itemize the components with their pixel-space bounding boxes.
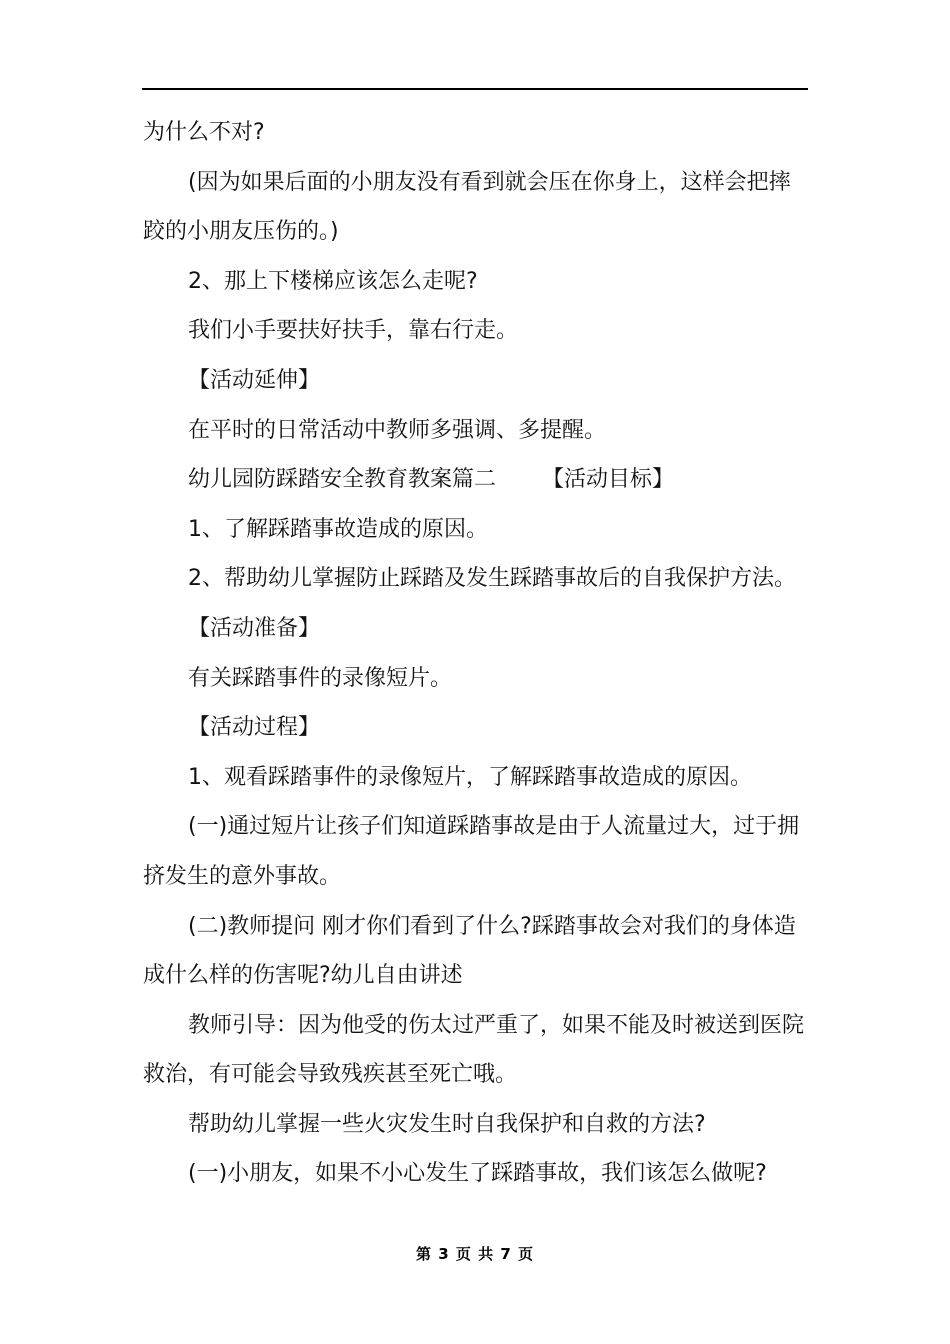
text-line-14: 1、观看踩踏事件的录像短片，了解踩踏事故造成的原因。 xyxy=(188,764,752,790)
text-line-12: 有关踩踏事件的录像短片。 xyxy=(188,665,453,691)
text-line-16: 挤发生的意外事故。 xyxy=(143,863,342,889)
text-line-3: 跤的小朋友压伤的。) xyxy=(143,219,339,245)
section-heading-goals: 【活动目标】 xyxy=(542,467,675,493)
lesson-title: 幼儿园防踩踏安全教育教案篇二 xyxy=(188,467,497,493)
text-line-9: 1、了解踩踏事故造成的原因。 xyxy=(188,516,488,542)
section-heading-extension: 【活动延伸】 xyxy=(188,367,321,393)
text-line-19: 教师引导：因为他受的伤太过严重了，如果不能及时被送到医院 xyxy=(188,1012,805,1038)
lesson-title-line xyxy=(143,455,811,505)
text-line-20: 救治，有可能会导致残疾甚至死亡哦。 xyxy=(143,1062,518,1088)
text-line-5: 我们小手要扶好扶手，靠右行走。 xyxy=(188,318,519,344)
text-line-1: 为什么不对? xyxy=(143,120,265,145)
text-line-18: 成什么样的伤害呢?幼儿自由讲述 xyxy=(143,963,463,989)
text-line-17: (二)教师提问 刚才你们看到了什么?踩踏事故会对我们的身体造 xyxy=(188,913,796,939)
text-line-10: 2、帮助幼儿掌握防止踩踏及发生踩踏事故后的自我保护方法。 xyxy=(188,566,796,592)
section-heading-preparation: 【活动准备】 xyxy=(188,615,321,641)
text-line-22: (一)小朋友，如果不小心发生了踩踏事故，我们该怎么做呢? xyxy=(188,1161,767,1187)
text-line-15: (一)通过短片让孩子们知道踩踏事故是由于人流量过大，过于拥 xyxy=(188,814,800,840)
section-heading-process: 【活动过程】 xyxy=(188,715,321,741)
text-line-7: 在平时的日常活动中教师多强调、多提醒。 xyxy=(188,417,607,443)
text-line-4: 2、那上下楼梯应该怎么走呢? xyxy=(188,268,478,294)
page-number-footer: 第 3 页 共 7 页 xyxy=(416,1245,534,1263)
text-line-21: 帮助幼儿掌握一些火灾发生时自我保护和自救的方法? xyxy=(188,1111,706,1137)
header-rule xyxy=(142,88,808,90)
document-body xyxy=(143,108,811,1199)
text-line-2: (因为如果后面的小朋友没有看到就会压在你身上，这样会把摔 xyxy=(188,169,791,195)
